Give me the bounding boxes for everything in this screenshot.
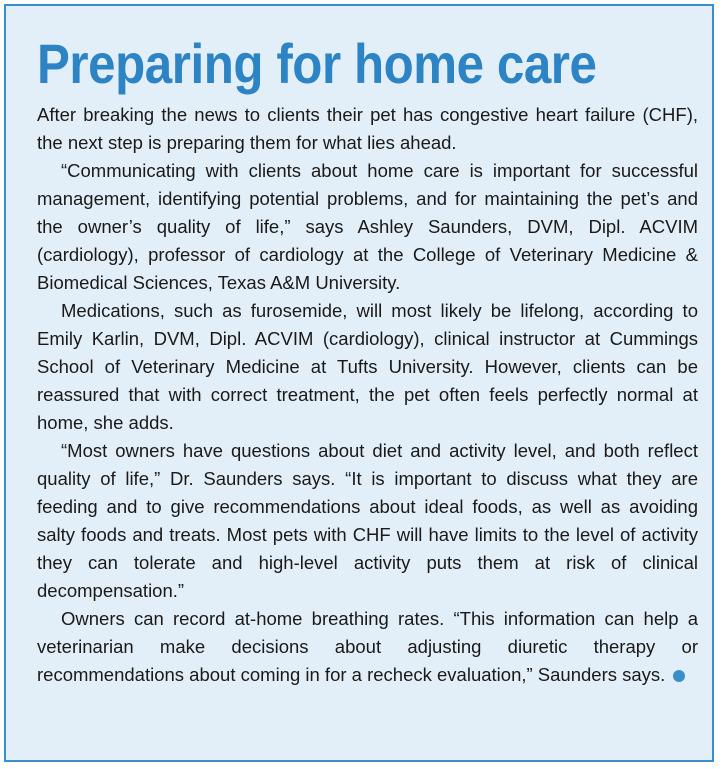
- paragraph-2: “Communicating with clients about home care is important for successful management, identifying potential problems, and for maintaining the pet’s and the owner’s quality of life,” says Ashley Saunders, DVM, Dipl. ACVIM (cardiology), professor of cardiology at the College of Veterinary Medicine & Biomedical Sciences, Texas A&M University.: [37, 160, 698, 293]
- article-body: [37, 101, 698, 689]
- paragraph-4: “Most owners have questions about diet and activity level, and both reflect quality of life,” Dr. Saunders says. “It is important to discuss what they are feeding and to give recommendations about ideal foods, as well as avoiding salty foods and treats. Most pets with CHF will have limits to the level of activity they can tolerate and high-level activity puts them at risk of clinical decompensation.”: [37, 440, 698, 601]
- sidebar-box: [4, 4, 714, 762]
- paragraph-5-text: Owners can record at-home breathing rates. “This information can help a veterinarian make decisions about adjusting diuretic therapy or recommendations about coming in for a recheck evaluation,” Saunders says.: [37, 608, 698, 685]
- paragraph-5: [37, 605, 698, 689]
- end-of-article-dot-icon: [673, 670, 685, 682]
- paragraph-1: After breaking the news to clients their pet has congestive heart failure (CHF), the next step is preparing them for what lies ahead.: [37, 104, 698, 153]
- sidebar-title: Preparing for home care: [37, 32, 597, 95]
- paragraph-3: Medications, such as furosemide, will most likely be lifelong, according to Emily Karlin, DVM, Dipl. ACVIM (cardiology), clinical instructor at Cummings School of Veterinary Medicine at Tufts University. However, clients can be reassured that with correct treatment, the pet often feels perfectly normal at home, she adds.: [37, 300, 698, 433]
